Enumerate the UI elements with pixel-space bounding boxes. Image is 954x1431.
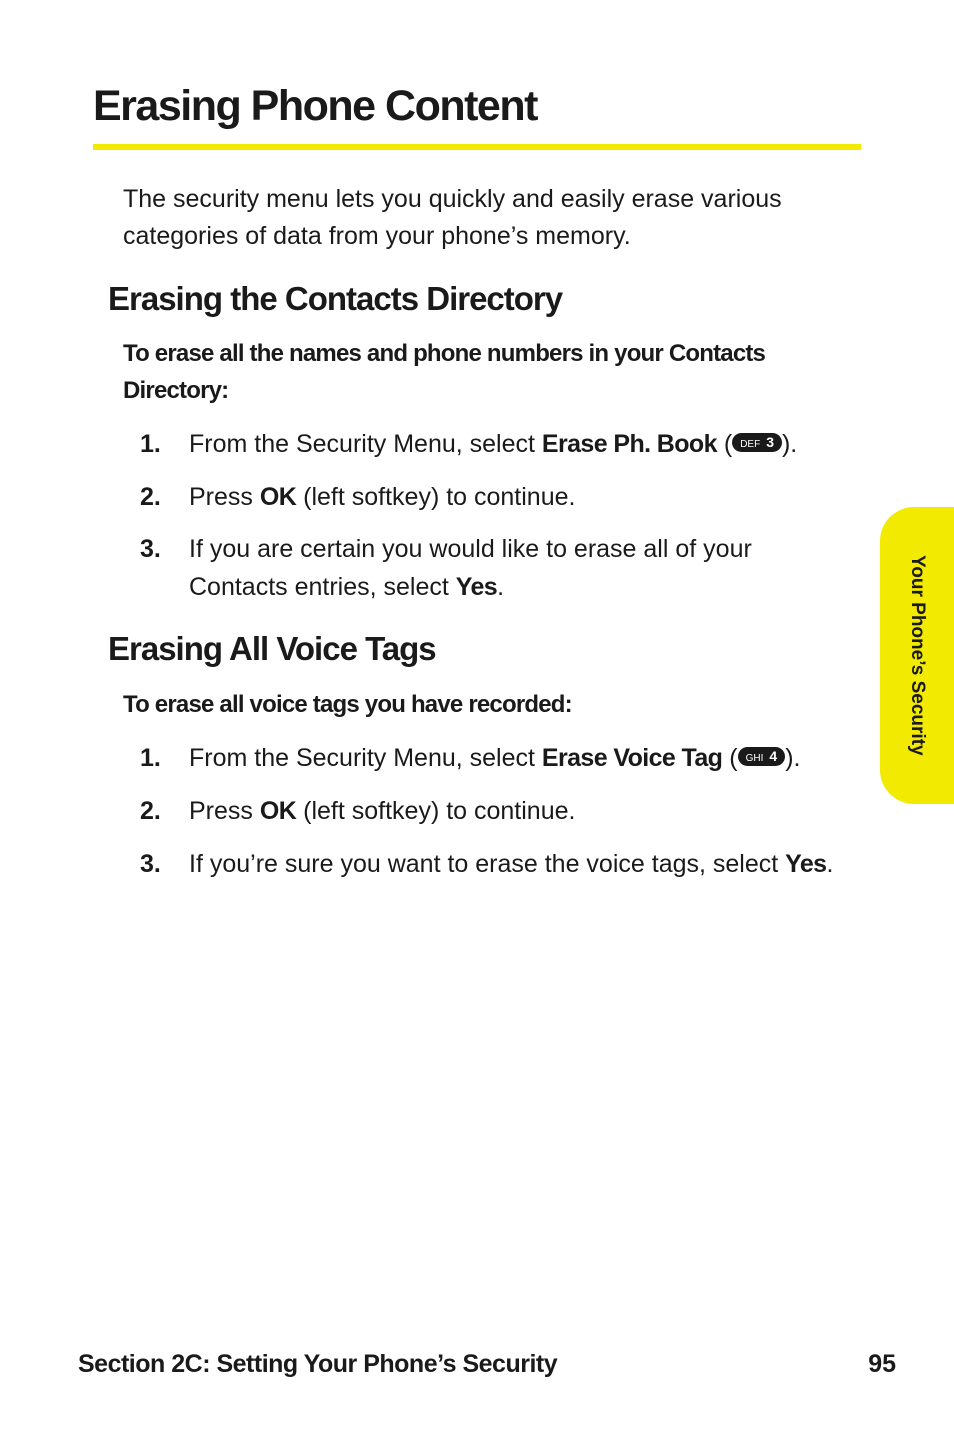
ok-key-label: OK: [259, 483, 297, 511]
voice-step-2: [140, 792, 860, 830]
voice-tags-section-heading: Erasing All Voice Tags: [108, 630, 436, 667]
page-title: Erasing Phone Content: [93, 82, 537, 130]
ok-key-label: OK: [259, 797, 297, 825]
contacts-lead: To erase all the names and phone numbers in your Contacts Directory:: [123, 340, 766, 404]
step-text: Press OK (left softkey) to continue.: [189, 483, 576, 511]
voice-step-1: [140, 739, 860, 777]
contacts-section-heading: Erasing the Contacts Directory: [108, 280, 563, 317]
page-number: 95: [868, 1350, 896, 1378]
title-underline: [93, 144, 861, 150]
step-text: Press OK (left softkey) to continue.: [189, 797, 576, 825]
keypad-4-icon: GHI 4: [738, 747, 786, 766]
side-tab-label: Your Phone’s Security: [907, 555, 928, 756]
keypad-3-icon: DEF 3: [732, 433, 782, 452]
yes-option-label: Yes: [785, 850, 827, 878]
step-number: 3.: [140, 850, 161, 878]
contacts-step-2: [140, 478, 860, 516]
step-text: If you’re sure you want to erase the voice tags, select Yes.: [189, 850, 834, 878]
step-number: 2.: [140, 483, 161, 511]
contacts-step-1: [140, 425, 860, 463]
voice-step-3: [140, 845, 860, 883]
intro-paragraph: The security menu lets you quickly and easily erase various categories of data from your phone’s memory.: [123, 185, 782, 250]
step-number: 1.: [140, 430, 161, 458]
voice-tags-lead: To erase all voice tags you have recorded:: [123, 691, 572, 718]
step-number: 3.: [140, 535, 161, 563]
step-text: If you are certain you would like to erase all of your Contacts entries, select Yes.: [189, 535, 752, 601]
step-number: 1.: [140, 744, 161, 772]
step-text: From the Security Menu, select Erase Ph. Book ( DEF 3 ).: [189, 430, 798, 458]
contacts-step-3: [140, 530, 860, 606]
footer-section-title: Section 2C: Setting Your Phone’s Security: [78, 1350, 558, 1378]
yes-option-label: Yes: [455, 573, 498, 601]
step-text: From the Security Menu, select Erase Voice Tag ( GHI 4 ).: [189, 744, 801, 772]
menu-option-erase-voice-tag: Erase Voice Tag: [541, 744, 723, 772]
menu-option-erase-ph-book: Erase Ph. Book: [541, 430, 717, 458]
chapter-side-tab: [880, 507, 954, 804]
step-number: 2.: [140, 797, 161, 825]
